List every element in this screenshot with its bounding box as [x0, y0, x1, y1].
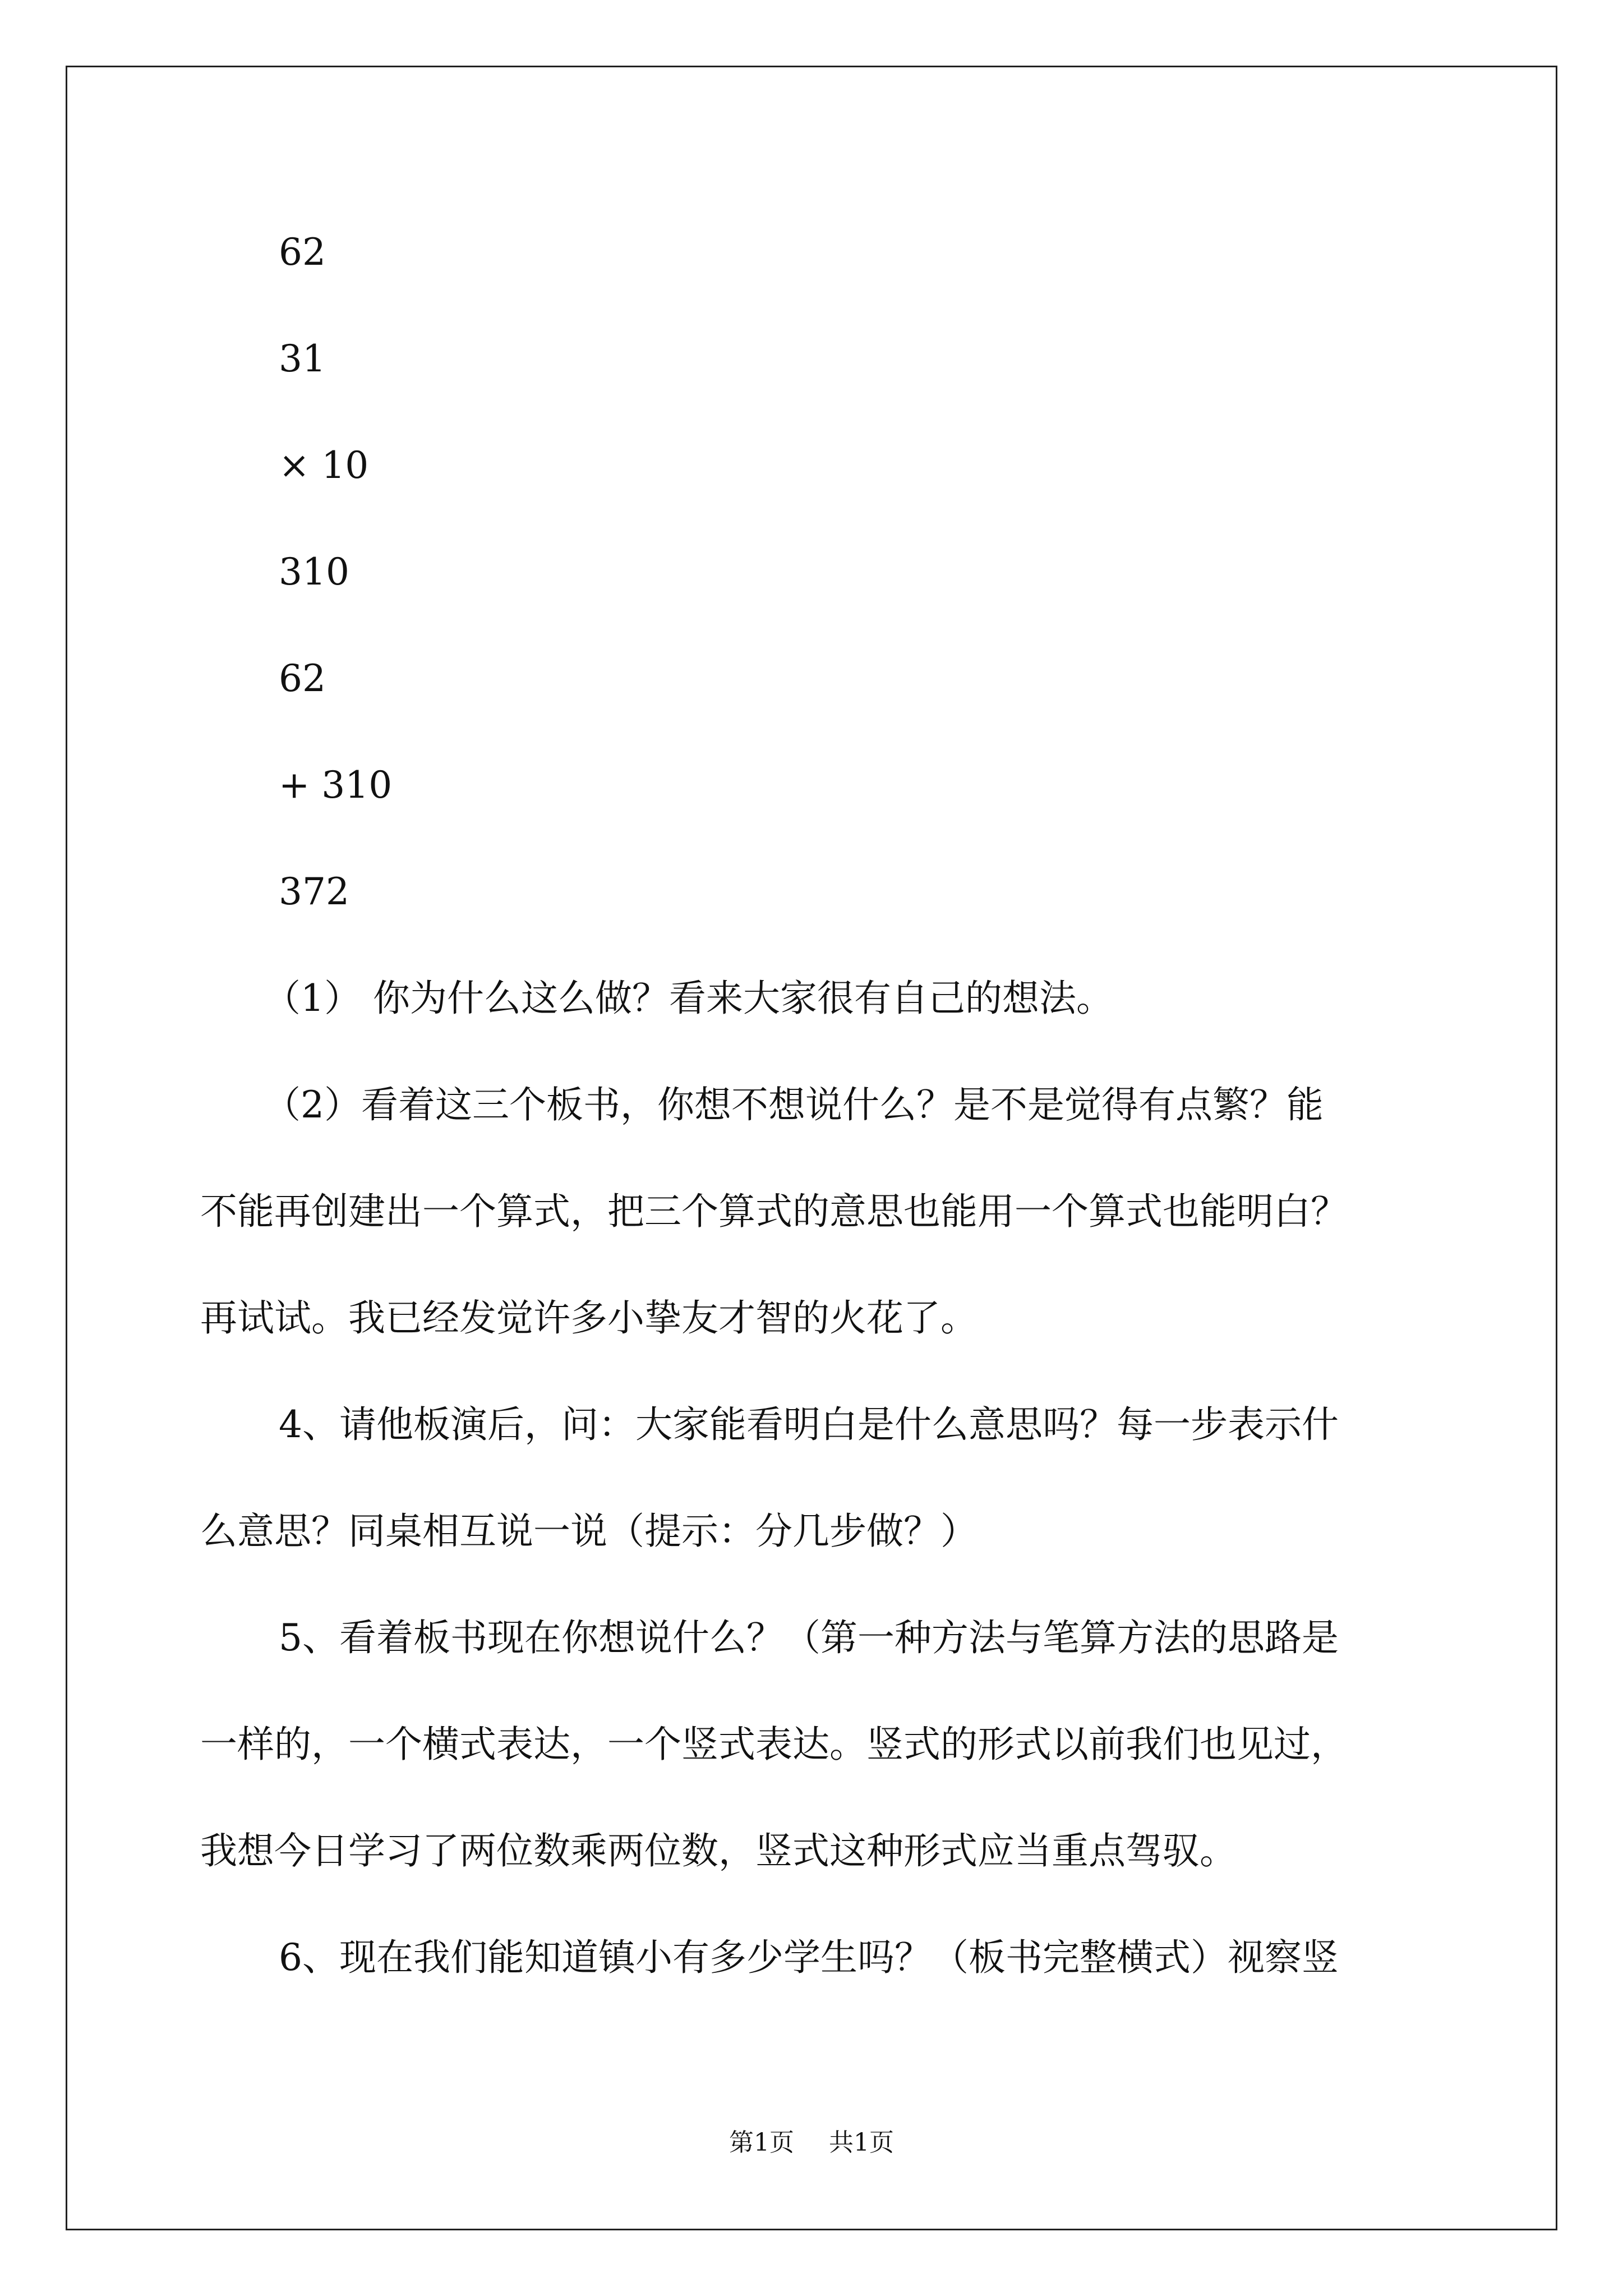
paragraph-2-line-3: 再试试。我已经发觉许多小挚友才智的火花了。	[200, 1296, 978, 1340]
paragraph-2-line-2: 不能再创建出一个算式，把三个算式的意思也能用一个算式也能明白？	[200, 1190, 1348, 1233]
page-number-current: 第1页	[729, 2128, 794, 2157]
calc-line-2: 31	[279, 337, 326, 380]
calc-line-4: 310	[279, 550, 349, 593]
calc-line-7: 372	[279, 870, 349, 913]
paragraph-4-line-3: 我想今日学习了两位数乘两位数，竖式这种形式应当重点驾驭。	[200, 1829, 1237, 1872]
paragraph-4-line-2: 一样的，一个横式表达，一个竖式表达。竖式的形式以前我们也见过，	[200, 1723, 1348, 1766]
calc-line-3: × 10	[279, 444, 369, 487]
paragraph-4-line-1: 5、看着板书现在你想说什么？（第一种方法与笔算方法的思路是	[279, 1616, 1339, 1659]
paragraph-3-line-1: 4、请他板演后，问：大家能看明白是什么意思吗？每一步表示什	[279, 1403, 1339, 1446]
calc-line-5: 62	[279, 657, 326, 700]
calc-line-1: 62	[279, 231, 326, 274]
page-footer	[0, 2126, 1623, 2160]
calc-line-6: + 310	[279, 763, 393, 807]
page-border	[66, 66, 1557, 2230]
page-number-total: 共1页	[829, 2128, 894, 2157]
paragraph-3-line-2: 么意思？同桌相互说一说（提示：分几步做？）	[200, 1510, 978, 1553]
paragraph-2-line-1: （2）看着这三个板书，你想不想说什么？是不是觉得有点繁？能	[264, 1083, 1324, 1126]
paragraph-5-line-1: 6、现在我们能知道镇小有多少学生吗？（板书完整横式）视察竖	[279, 1936, 1339, 1979]
paragraph-1: （1） 你为什么这么做？看来大家很有自己的想法。	[264, 977, 1113, 1020]
